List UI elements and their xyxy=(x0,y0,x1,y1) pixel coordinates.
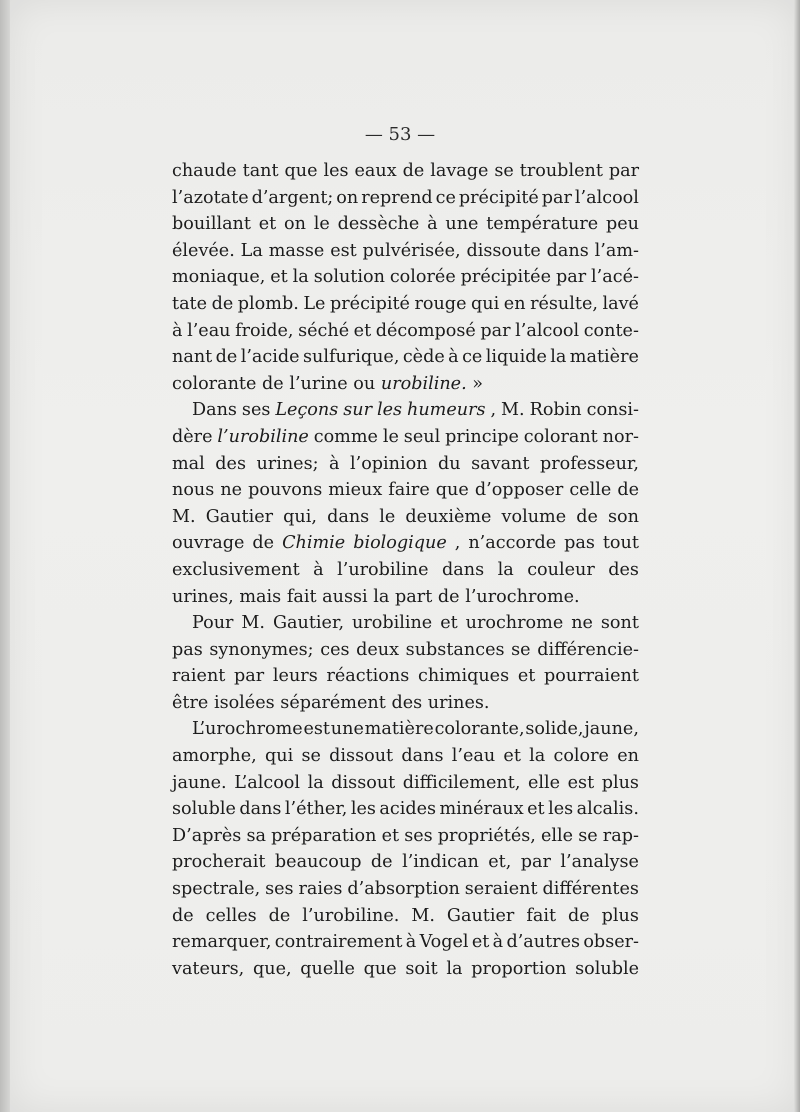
text-line: amorphe, qui se dissout dans l’eau et la colore en xyxy=(172,746,639,767)
text-line: bouillant et on le dessèche à une température peu xyxy=(172,214,639,235)
text-line: vateurs, que, quelle que soit la proportion soluble xyxy=(172,958,639,979)
scan-right-edge xyxy=(794,0,800,1112)
text-line: exclusivement à l’urobiline dans la couleur des xyxy=(172,559,639,580)
text-line: pas synonymes; ces deux substances se différencie- xyxy=(172,639,639,660)
text-line: l’azotate d’argent; on reprend ce précipité par l’alcool xyxy=(172,187,639,208)
text-line: ouvrage de Chimie biologique , n’accorde pas tout xyxy=(172,533,639,554)
text-line: urines, mais fait aussi la part de l’urochrome. xyxy=(172,586,580,607)
page-number: — 53 — xyxy=(364,124,436,145)
text-line: spectrale, ses raies d’absorption seraient différentes xyxy=(172,879,639,900)
text-line: à l’eau froide, séché et décomposé par l’alcool conte- xyxy=(172,320,639,341)
text-line: D’après sa préparation et ses propriétés, elle se rap- xyxy=(172,825,639,846)
text-line: chaude tant que les eaux de lavage se troublent par xyxy=(172,161,639,181)
text-line: colorante de l’urine ou urobiline. » xyxy=(172,373,484,394)
text-line: mal des urines; à l’opinion du savant professeur, xyxy=(172,453,639,474)
text-line: dère l’urobiline comme le seul principe colorant nor- xyxy=(172,426,639,447)
text-line: Pour M. Gautier, urobiline et urochrome ne sont xyxy=(192,613,639,634)
text-line: nant de l’acide sulfurique, cède à ce liquide la matière xyxy=(172,347,639,368)
scan-left-edge xyxy=(0,0,10,1112)
text-line: tate de plomb. Le précipité rouge qui en résulte, lavé xyxy=(172,293,639,314)
text-line: Dans ses Leçons sur les humeurs , M. Robin consi- xyxy=(192,400,639,421)
text-line: L’urochrome est une matière colorante, solide, jaune, xyxy=(192,719,639,740)
text-line: de celles de l’urobiline. M. Gautier fait de plus xyxy=(172,905,639,926)
text-line: jaune. L’alcool la dissout difficilement, elle est plus xyxy=(172,772,639,793)
body-text xyxy=(172,158,639,982)
text-line: procherait beaucoup de l’indican et, par l’analyse xyxy=(172,852,639,873)
text-line: nous ne pouvons mieux faire que d’opposer celle de xyxy=(172,480,639,501)
text-line: élevée. La masse est pulvérisée, dissoute dans l’am- xyxy=(172,240,639,261)
text-line: remarquer, contrairement à Vogel et à d’autres obser- xyxy=(172,932,639,953)
text-line: soluble dans l’éther, les acides minéraux et les alcalis. xyxy=(172,799,639,820)
text-line: raient par leurs réactions chimiques et pourraient xyxy=(172,666,639,687)
text-line: être isolées séparément des urines. xyxy=(172,692,490,713)
text-line: M. Gautier qui, dans le deuxième volume de son xyxy=(172,506,639,527)
text-line: moniaque, et la solution colorée précipitée par l’acé- xyxy=(172,267,639,288)
